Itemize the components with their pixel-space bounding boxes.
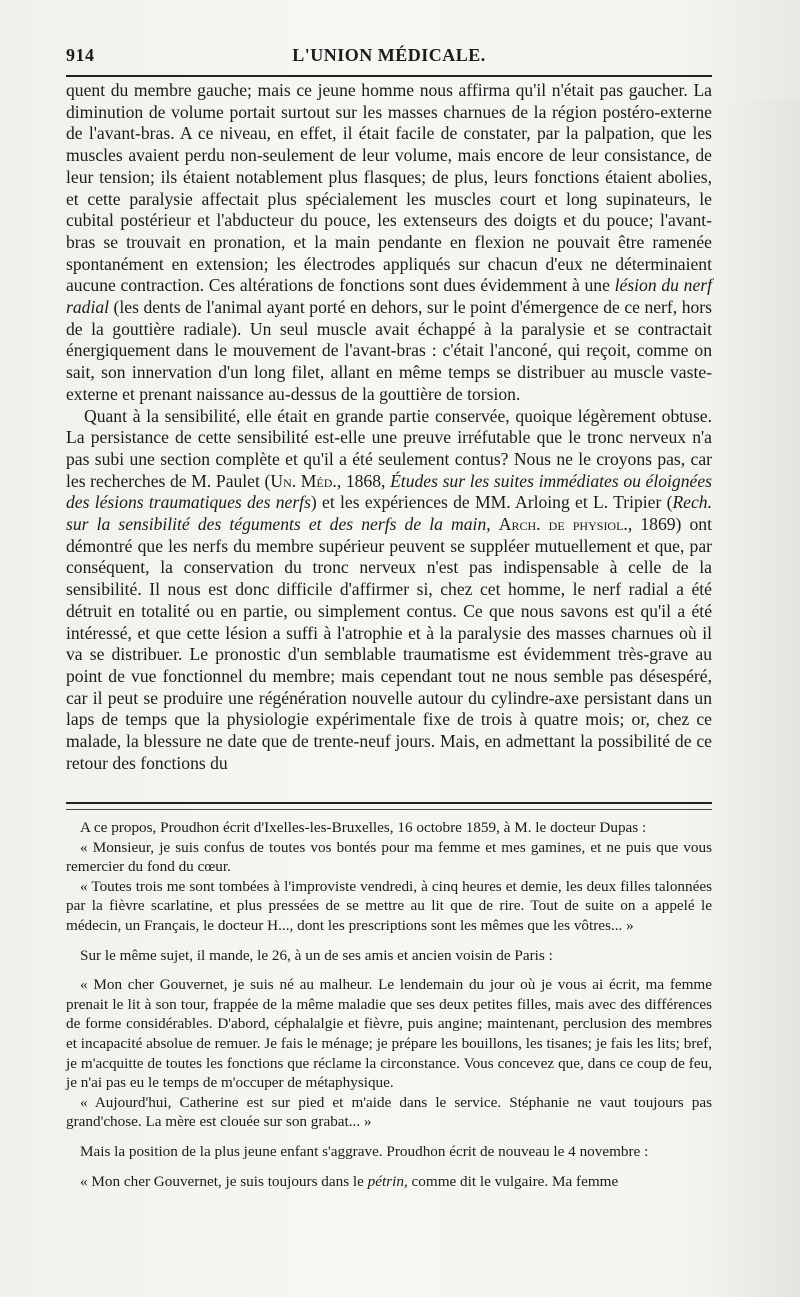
page-header	[66, 40, 712, 70]
paragraph-2: Quant à la sensibilité, elle était en grande partie conservée, quoique légèrement obtuse. La persistance de cette sensibilité est-elle une preuve irréfutable que le tronc nerveux n'a pas subi une section complète et qu'il a été seulement contus? Nous ne le croyons pas, car les recherches de M. Paulet (Un. Méd., 1868, Études sur les suites immédiates ou éloignées des lésions traumatiques des nerfs) et les expériences de MM. Arloing et L. Tripier (Rech. sur la sensibilité des téguments et des nerfs de la main, Arch. de physiol., 1869) ont démontré que les nerfs du membre supérieur peuvent se suppléer mutuellement et que, par conséquent, la conservation du tronc nerveux n'est pas indispensable à celle de la sensibilité. Il nous est donc difficile d'affirmer si, chez cet homme, le nerf radial a été détruit en totalité ou en partie, ou simplement contus. Ce que nous savons est qu'il a été intéressé, et que cette lésion a suffi à l'atrophie et à la paralysie des masses charnues où il va se distribuer. Le pronostic d'un semblable traumatisme est évidemment très-grave au point de vue fonctionnel du membre; mais cependant tout ne nous semble pas désespéré, car il peut se produire une régénération nouvelle autour du cylindre-axe persistant dans un laps de temps que la physiologie expérimentale fixe de trois à quatre mois; or, chez ce malade, la blessure ne date que de trente-neuf jours. Mais, en admettant la possibilité de ce retour des fonctions du	[66, 405, 712, 773]
citation-un-med: Un. Méd.	[270, 470, 337, 491]
letter-3-para-1: « Mon cher Gouvernet, je suis toujours dans le pétrin, comme dit le vulgaire. Ma femme	[80, 1172, 619, 1190]
header-rule	[66, 75, 712, 77]
note-intro: A ce propos, Proudhon écrit d'Ixelles-les-Bruxelles, 16 octobre 1859, à M. le docteur Dupas :	[80, 819, 647, 836]
letter-2-para-1: « Mon cher Gouvernet, je suis né au malheur. Le lendemain du jour où je vous ai écrit, ma femme prenait le lit à son tour, frappée de la même maladie que ses deux petites filles, mais avec des différences de forme considérables. D'abord, céphalalgie et fièvre, puis angine; maintenant, perclusion des membres et incapacité absolue de remuer. Je fais le ménage; je prépare les bouillons, les tisanes; je fais les lits; bref, je m'acquitte de toutes les fonctions que réclame la circonstance. Vous concevez que, dans ce coup de feu, je n'ai pas eu le temps de m'occuper de métaphysique.	[66, 976, 712, 1092]
paragraph-1: quent du membre gauche; mais ce jeune homme nous affirma qu'il n'était pas gaucher. La diminution de volume portait surtout sur les masses charnues de la région postéro-externe de l'avant-bras. A ce niveau, en effet, il était facile de constater, par la palpation, que les muscles avaient perdu non-seulement de leur volume, mais encore de leur consistance, de leur tension; ils étaient notablement plus flasques; de plus, leurs fonctions étaient abolies, et cette paralysie affectait plus spécialement les muscles court et long supinateurs, le cubital postérieur et l'abducteur du pouce, les extenseurs des doigts et du pouce; l'avant-bras se trouvait en pronation, et la main pendante en flexion ne pouvait être ramenée spontanément en extension; les électrodes appliqués sur chacun d'eux ne déterminaient aucune contraction. Ces altérations de fonctions sont dues évidemment à une lésion du nerf radial (les dents de l'animal ayant porté en dehors, sur le point d'émergence de ce nerf, hors de la gouttière radiale). Un seul muscle avait échappé à la paralysie et se contractait énergiquement dans le mouvement de l'avant-bras : c'était l'anconé, qui reçoit, comme on sait, son innervation d'un long filet, allant en même temps se distribuer au muscle vaste-externe et prenant naissance au-dessus de la gouttière de torsion.	[66, 80, 712, 404]
journal-title: L'UNION MÉDICALE.	[292, 45, 486, 65]
page-number: 914	[66, 45, 95, 65]
feuilleton-notes	[66, 818, 712, 1191]
note-second-letter-intro: Sur le même sujet, il mande, le 26, à un de ses amis et ancien voisin de Paris :	[80, 946, 553, 964]
letter-2-para-2: « Aujourd'hui, Catherine est sur pied et m'aide dans le service. Stéphanie ne vaut toujours pas grand'chose. La mère est clouée sur son grabat... »	[66, 1093, 712, 1131]
nerve-lesion-italic: lésion du nerf radial	[66, 275, 712, 318]
citation-arch: Arch. de physiol.	[498, 514, 628, 535]
letter-1-para-1: « Monsieur, je suis confus de toutes vos bontés pour ma femme et mes gamines, et ne puis que vous remercier du fond du cœur.	[66, 838, 712, 876]
letter-1-para-2: « Toutes trois me sont tombées à l'improviste vendredi, à cinq heures et demie, les deux filles talonnées par la fièvre scarlatine, et plus pressées de se mettre au lit que de rire. Tout de suite on a appelé le médecin, un Français, le docteur H..., dont les prescriptions sont les mêmes que les vôtres... »	[66, 877, 712, 934]
section-divider	[66, 802, 712, 810]
citation-rech: Rech. sur la sensibilité des téguments et des nerfs de la main	[66, 492, 712, 535]
main-text	[66, 80, 712, 775]
note-third-letter-intro: Mais la position de la plus jeune enfant s'aggrave. Proudhon écrit de nouveau le 4 novembre :	[80, 1142, 649, 1160]
petrin-italic: pétrin	[367, 1172, 404, 1190]
citation-etudes: Études sur les suites immédiates ou éloignées des lésions traumatiques des nerfs	[66, 470, 712, 513]
page-edge-shading	[720, 100, 800, 1297]
